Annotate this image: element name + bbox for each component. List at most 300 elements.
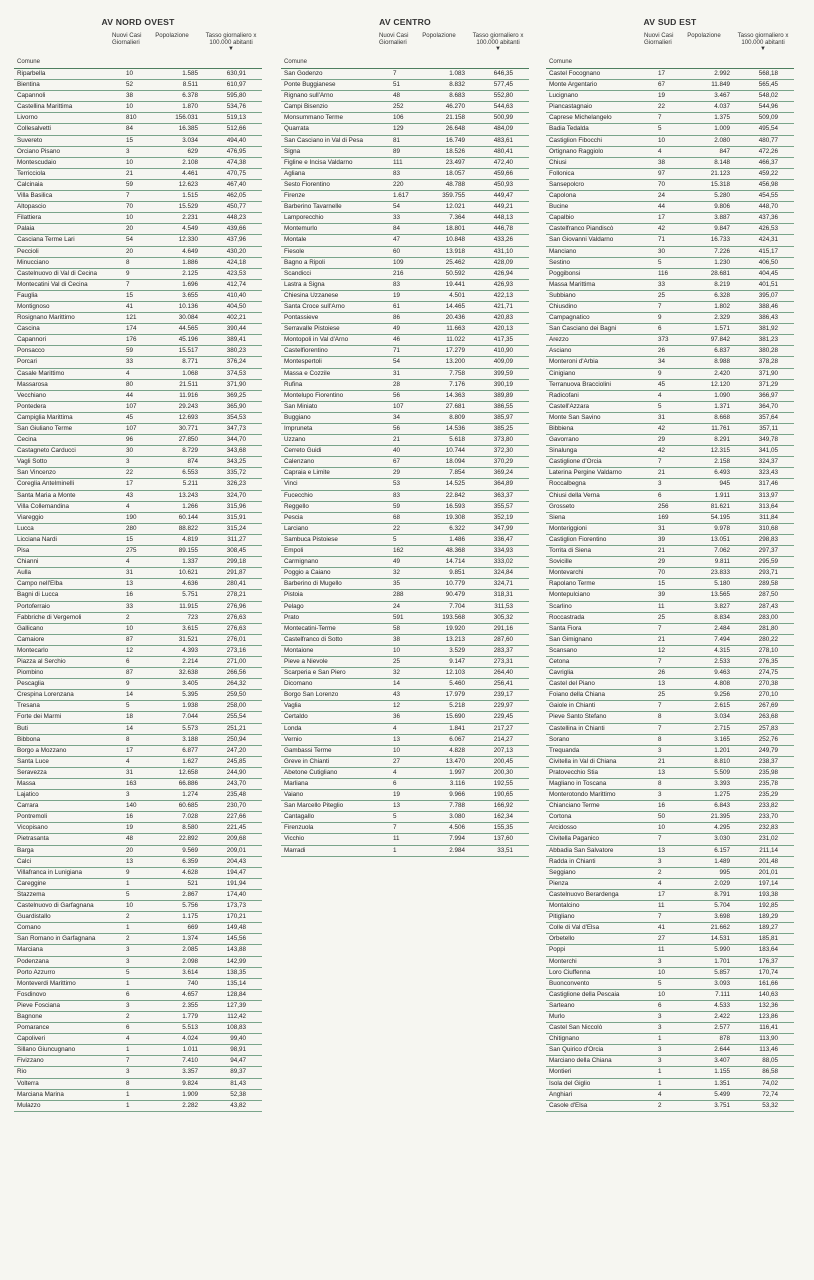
sort-desc-icon[interactable]: ▼ bbox=[495, 46, 501, 52]
cell-comune: Villa Basilica bbox=[17, 192, 53, 200]
table-row bbox=[14, 346, 262, 357]
cell-cases: 11 bbox=[658, 902, 665, 910]
cell-comune: Abetone Cutigliano bbox=[284, 768, 338, 776]
cell-rate: 335,72 bbox=[226, 469, 246, 477]
table-row bbox=[546, 136, 794, 147]
cell-comune: Firenzuola bbox=[284, 824, 314, 832]
cell-population: 6.359 bbox=[182, 857, 198, 865]
cell-comune: Gavorrano bbox=[549, 436, 579, 444]
cell-rate: 352,19 bbox=[493, 513, 513, 521]
cell-rate: 193,38 bbox=[758, 890, 778, 898]
cell-comune: Sinalunga bbox=[549, 447, 578, 455]
cell-cases: 4 bbox=[658, 391, 662, 399]
cell-cases: 24 bbox=[658, 192, 666, 200]
cell-comune: Marciana bbox=[17, 946, 43, 954]
cell-comune: Cerreto Guidi bbox=[284, 447, 322, 455]
cell-rate: 334,93 bbox=[493, 547, 513, 555]
table-row bbox=[14, 1034, 262, 1045]
cell-cases: 9 bbox=[126, 269, 130, 277]
table-row bbox=[546, 901, 794, 912]
cell-cases: 83 bbox=[393, 169, 401, 177]
cell-rate: 94,47 bbox=[230, 1057, 246, 1065]
cell-rate: 299,18 bbox=[226, 558, 246, 566]
header-population[interactable]: Popolazione bbox=[687, 32, 721, 39]
table-row bbox=[281, 224, 529, 235]
cell-rate: 519,13 bbox=[226, 114, 246, 122]
table-row bbox=[281, 457, 529, 468]
header-cases[interactable]: Nuovi Casi Giornalieri bbox=[644, 32, 674, 46]
table-row bbox=[14, 613, 262, 624]
cell-comune: Dicomano bbox=[284, 680, 313, 688]
cell-comune: Filattiera bbox=[17, 214, 42, 222]
cell-comune: San Miniato bbox=[284, 402, 318, 410]
cell-population: 5.211 bbox=[182, 480, 198, 488]
cell-rate: 132,36 bbox=[758, 1001, 778, 1009]
cell-rate: 227,66 bbox=[226, 813, 246, 821]
table-row bbox=[546, 413, 794, 424]
cell-cases: 13 bbox=[393, 802, 401, 810]
cell-rate: 395,07 bbox=[758, 291, 778, 299]
table-row bbox=[14, 957, 262, 968]
cell-rate: 386,55 bbox=[493, 402, 513, 410]
cell-comune: Monsummano Terme bbox=[284, 114, 344, 122]
cell-comune: Montecatini-Terme bbox=[284, 624, 336, 632]
cell-comune: Gaiole in Chianti bbox=[549, 702, 596, 710]
cell-cases: 4 bbox=[658, 1090, 662, 1098]
cell-comune: Cecina bbox=[17, 436, 37, 444]
cell-rate: 233,82 bbox=[758, 802, 778, 810]
cell-rate: 423,53 bbox=[226, 269, 246, 277]
cell-comune: Fauglia bbox=[17, 291, 38, 299]
cell-comune: Calenzano bbox=[284, 458, 315, 466]
cell-rate: 135,14 bbox=[226, 979, 246, 987]
sort-desc-icon[interactable]: ▼ bbox=[760, 46, 766, 52]
table-row bbox=[14, 546, 262, 557]
cell-population: 2.108 bbox=[182, 158, 198, 166]
header-population[interactable]: Popolazione bbox=[422, 32, 456, 39]
cell-population: 5.573 bbox=[182, 724, 198, 732]
cell-population: 1.938 bbox=[182, 702, 198, 710]
cell-population: 9.847 bbox=[714, 225, 730, 233]
cell-rate: 271,00 bbox=[226, 657, 246, 665]
cell-comune: Coreglia Antelminelli bbox=[17, 480, 75, 488]
cell-comune: Tresana bbox=[17, 702, 40, 710]
cell-cases: 7 bbox=[658, 702, 662, 710]
cell-population: 28.681 bbox=[710, 269, 730, 277]
sort-desc-icon[interactable]: ▼ bbox=[228, 46, 234, 52]
cell-cases: 8 bbox=[658, 735, 662, 743]
cell-cases: 10 bbox=[658, 824, 666, 832]
cell-cases: 32 bbox=[393, 669, 401, 677]
cell-population: 1.841 bbox=[449, 724, 465, 732]
cell-rate: 509,09 bbox=[758, 114, 778, 122]
cell-population: 3.393 bbox=[714, 780, 730, 787]
cell-rate: 324,84 bbox=[493, 569, 513, 577]
cell-cases: 1 bbox=[126, 1046, 130, 1054]
cell-cases: 33 bbox=[126, 358, 134, 366]
cell-rate: 270,38 bbox=[758, 680, 778, 688]
cell-population: 3.407 bbox=[714, 1057, 730, 1065]
cell-comune: Villa Collemandina bbox=[17, 502, 70, 510]
table-row bbox=[281, 247, 529, 258]
cell-population: 21.395 bbox=[710, 813, 730, 821]
cell-comune: Laterina Pergine Valdarno bbox=[549, 469, 622, 477]
cell-cases: 96 bbox=[126, 436, 134, 444]
cell-population: 9.824 bbox=[182, 1079, 198, 1087]
cell-rate: 357,11 bbox=[759, 425, 778, 432]
cell-population: 7.704 bbox=[449, 602, 465, 610]
cell-rate: 428,09 bbox=[493, 258, 513, 266]
table-row bbox=[546, 602, 794, 613]
cell-population: 2.029 bbox=[714, 879, 730, 887]
header-cases[interactable]: Nuovi Casi Giornalieri bbox=[112, 32, 142, 46]
cell-rate: 283,00 bbox=[758, 613, 778, 621]
cell-comune: Monterchi bbox=[549, 957, 577, 965]
cell-rate: 276,96 bbox=[226, 602, 246, 610]
cell-cases: 80 bbox=[126, 380, 134, 388]
cell-rate: 174,40 bbox=[226, 890, 246, 898]
header-population[interactable]: Popolazione bbox=[155, 32, 189, 39]
cell-population: 9.966 bbox=[449, 791, 465, 799]
table-row bbox=[546, 202, 794, 213]
header-rate-label: Tasso giornaliero x 100.000 abitanti bbox=[205, 32, 257, 46]
cell-population: 1.266 bbox=[182, 502, 198, 510]
cell-comune: Signa bbox=[284, 147, 301, 155]
cell-comune: Abbadia San Salvatore bbox=[549, 846, 614, 854]
cell-population: 1.802 bbox=[714, 302, 730, 310]
cell-comune: Firenze bbox=[284, 192, 305, 200]
cell-cases: 7 bbox=[658, 724, 662, 732]
cell-comune: Castel del Piano bbox=[549, 680, 595, 688]
cell-rate: 142,99 bbox=[226, 957, 246, 965]
cell-rate: 233,70 bbox=[758, 813, 778, 821]
cell-population: 4.819 bbox=[182, 535, 198, 543]
panel-title: AV SUD EST bbox=[643, 17, 697, 27]
cell-comune: Fiesole bbox=[284, 247, 305, 255]
cell-rate: 256,41 bbox=[493, 680, 513, 688]
cell-cases: 2 bbox=[126, 1012, 130, 1020]
cell-cases: 4 bbox=[126, 1035, 130, 1043]
cell-population: 14.531 bbox=[710, 935, 730, 943]
cell-cases: 6 bbox=[393, 780, 397, 787]
table-row bbox=[281, 557, 529, 568]
cell-population: 4.315 bbox=[714, 646, 730, 654]
header-comune[interactable]: Comune bbox=[549, 58, 573, 65]
table-row bbox=[546, 801, 794, 812]
table-row bbox=[546, 657, 794, 668]
header-cases[interactable]: Nuovi Casi Giornalieri bbox=[379, 32, 409, 46]
cell-comune: San Vincenzo bbox=[17, 469, 56, 477]
cell-population: 1.375 bbox=[714, 114, 730, 122]
cell-population: 20.436 bbox=[445, 314, 465, 322]
cell-rate: 380,23 bbox=[226, 347, 246, 355]
cell-rate: 431,10 bbox=[493, 247, 513, 255]
table-row bbox=[14, 590, 262, 601]
cell-comune: Pomarance bbox=[17, 1024, 50, 1032]
cell-cases: 44 bbox=[658, 203, 666, 211]
cell-comune: Montignoso bbox=[17, 302, 50, 310]
cell-comune: Piazza al Serchio bbox=[17, 657, 66, 665]
cell-population: 5.460 bbox=[449, 680, 465, 688]
cell-population: 3.405 bbox=[182, 680, 198, 688]
table-row bbox=[14, 247, 262, 258]
cell-rate: 324,70 bbox=[226, 491, 246, 499]
cell-population: 9.569 bbox=[182, 846, 198, 854]
cell-rate: 577,45 bbox=[493, 81, 513, 89]
table-row bbox=[546, 479, 794, 490]
cell-cases: 34 bbox=[393, 413, 401, 421]
table-row bbox=[546, 957, 794, 968]
cell-rate: 252,76 bbox=[758, 735, 778, 743]
cell-comune: Fivizzano bbox=[17, 1057, 44, 1065]
cell-cases: 14 bbox=[126, 724, 134, 732]
cell-rate: 437,96 bbox=[226, 236, 246, 244]
cell-rate: 315,24 bbox=[226, 524, 246, 532]
cell-rate: 389,89 bbox=[493, 391, 513, 399]
cell-population: 7.758 bbox=[449, 369, 465, 377]
cell-comune: Buggiano bbox=[284, 413, 311, 421]
cell-comune: Massa e Cozzile bbox=[284, 369, 331, 377]
cell-comune: Foiano della Chiana bbox=[549, 691, 606, 699]
cell-comune: Castell'Azzara bbox=[549, 402, 590, 410]
cell-population: 4.393 bbox=[182, 646, 198, 654]
table-row bbox=[14, 258, 262, 269]
cell-population: 2.420 bbox=[714, 369, 730, 377]
cell-population: 4.024 bbox=[182, 1035, 198, 1043]
table-row bbox=[546, 380, 794, 391]
cell-cases: 7 bbox=[126, 1057, 130, 1065]
table-row bbox=[281, 779, 529, 790]
cell-comune: Montecarlo bbox=[17, 646, 49, 654]
cell-cases: 71 bbox=[658, 236, 666, 244]
cell-cases: 3 bbox=[658, 746, 662, 754]
cell-rate: 311,27 bbox=[227, 535, 246, 543]
cell-population: 27.681 bbox=[445, 402, 465, 410]
cell-rate: 347,73 bbox=[226, 425, 246, 432]
cell-cases: 10 bbox=[658, 968, 666, 976]
cell-cases: 10 bbox=[658, 136, 666, 144]
cell-cases: 42 bbox=[658, 425, 666, 432]
cell-comune: Sarteano bbox=[549, 1001, 575, 1009]
cell-cases: 30 bbox=[126, 447, 134, 455]
cell-population: 3.116 bbox=[449, 780, 465, 787]
cell-population: 1.997 bbox=[449, 768, 465, 776]
cell-comune: Loro Ciuffenna bbox=[549, 968, 591, 976]
table-row bbox=[281, 801, 529, 812]
cell-rate: 270,10 bbox=[758, 691, 778, 699]
cell-comune: Bucine bbox=[549, 203, 569, 211]
table-row bbox=[546, 513, 794, 524]
cell-cases: 32 bbox=[393, 569, 401, 577]
cell-population: 23.833 bbox=[710, 569, 730, 577]
cell-rate: 255,54 bbox=[226, 713, 246, 721]
cell-population: 9.851 bbox=[449, 569, 465, 577]
table-row bbox=[14, 635, 262, 646]
cell-rate: 276,01 bbox=[226, 635, 246, 643]
table-row bbox=[14, 757, 262, 768]
table-row bbox=[546, 646, 794, 657]
cell-rate: 201,48 bbox=[758, 857, 778, 865]
cell-comune: Crespina Lorenzana bbox=[17, 691, 74, 699]
cell-comune: Capolona bbox=[549, 192, 576, 200]
cell-population: 50.592 bbox=[445, 269, 465, 277]
cell-cases: 174 bbox=[126, 325, 137, 333]
table-row bbox=[14, 579, 262, 590]
cell-population: 54.195 bbox=[710, 513, 730, 521]
cell-population: 11.761 bbox=[711, 425, 730, 432]
cell-cases: 59 bbox=[393, 502, 401, 510]
table-row bbox=[14, 313, 262, 324]
cell-population: 1.701 bbox=[714, 957, 730, 965]
cell-cases: 25 bbox=[658, 691, 666, 699]
cell-rate: 52,38 bbox=[230, 1090, 246, 1098]
cell-rate: 385,97 bbox=[493, 413, 513, 421]
cell-population: 8.668 bbox=[714, 413, 730, 421]
cell-population: 2.231 bbox=[182, 214, 198, 222]
cell-comune: Castagneto Carducci bbox=[17, 447, 76, 455]
cell-rate: 287,50 bbox=[758, 591, 778, 599]
cell-cases: 10 bbox=[393, 746, 401, 754]
cell-rate: 113,90 bbox=[759, 1035, 778, 1043]
cell-cases: 15 bbox=[658, 580, 666, 588]
table-row bbox=[281, 69, 529, 80]
cell-cases: 54 bbox=[126, 236, 134, 244]
cell-cases: 5 bbox=[658, 125, 662, 133]
cell-population: 3.080 bbox=[449, 813, 465, 821]
cell-cases: 13 bbox=[393, 735, 401, 743]
cell-population: 12.315 bbox=[710, 447, 730, 455]
cell-comune: Pontedera bbox=[17, 402, 47, 410]
cell-population: 21.662 bbox=[710, 924, 730, 932]
cell-rate: 470,75 bbox=[226, 169, 246, 177]
cell-comune: Vicchio bbox=[284, 835, 305, 843]
table-row bbox=[14, 357, 262, 368]
cell-comune: Montecatini Val di Cecina bbox=[17, 280, 88, 288]
cell-comune: Capannoli bbox=[17, 92, 46, 100]
table-row bbox=[281, 468, 529, 479]
header-rate[interactable] bbox=[469, 32, 527, 52]
cell-rate: 235,78 bbox=[758, 780, 778, 787]
header-rate[interactable] bbox=[734, 32, 792, 52]
cell-population: 12.693 bbox=[178, 413, 198, 421]
cell-cases: 81 bbox=[393, 136, 401, 144]
cell-cases: 5 bbox=[658, 402, 662, 410]
cell-rate: 512,66 bbox=[226, 125, 246, 133]
cell-population: 6.843 bbox=[714, 802, 730, 810]
cell-comune: Pistoia bbox=[284, 591, 303, 599]
cell-population: 5.990 bbox=[714, 946, 730, 954]
table-row bbox=[281, 668, 529, 679]
cell-population: 12.658 bbox=[178, 768, 198, 776]
cell-population: 4.808 bbox=[714, 680, 730, 688]
cell-population: 1.696 bbox=[182, 280, 198, 288]
table-row bbox=[281, 646, 529, 657]
header-comune[interactable]: Comune bbox=[17, 58, 41, 65]
cell-population: 1.009 bbox=[714, 125, 730, 133]
cell-rate: 273,16 bbox=[226, 646, 246, 654]
header-rate[interactable] bbox=[202, 32, 260, 52]
cell-cases: 5 bbox=[126, 968, 130, 976]
cell-rate: 315,96 bbox=[226, 502, 246, 510]
table-row bbox=[14, 668, 262, 679]
cell-cases: 33 bbox=[393, 214, 401, 222]
cell-cases: 7 bbox=[658, 458, 662, 466]
cell-population: 3.030 bbox=[714, 835, 730, 843]
cell-population: 12.120 bbox=[710, 380, 730, 388]
cell-rate: 311,53 bbox=[494, 602, 513, 610]
cell-cases: 11 bbox=[393, 835, 400, 843]
cell-rate: 448,70 bbox=[758, 203, 778, 211]
cell-population: 2.098 bbox=[182, 957, 198, 965]
cell-cases: 84 bbox=[393, 225, 401, 233]
cell-population: 14.536 bbox=[445, 425, 465, 432]
cell-cases: 20 bbox=[126, 225, 134, 233]
cell-cases: 16 bbox=[126, 591, 134, 599]
cell-population: 7.062 bbox=[714, 547, 730, 555]
cell-rate: 232,83 bbox=[758, 824, 778, 832]
table-row bbox=[546, 1090, 794, 1101]
cell-population: 7.994 bbox=[449, 835, 465, 843]
cell-comune: Pelago bbox=[284, 602, 304, 610]
cell-cases: 12 bbox=[126, 646, 134, 654]
cell-rate: 390,44 bbox=[226, 325, 246, 333]
cell-comune: Barberino Tavarnelle bbox=[284, 203, 342, 211]
table-row bbox=[281, 546, 529, 557]
cell-cases: 109 bbox=[393, 258, 404, 266]
cell-cases: 3 bbox=[658, 791, 662, 799]
cell-rate: 247,20 bbox=[226, 746, 246, 754]
cell-comune: Pieve a Nievole bbox=[284, 657, 328, 665]
cell-population: 12.103 bbox=[445, 669, 465, 677]
cell-cases: 43 bbox=[393, 691, 401, 699]
cell-comune: Lamporecchio bbox=[284, 214, 324, 222]
cell-comune: Subbiano bbox=[549, 291, 576, 299]
header-comune[interactable]: Comune bbox=[284, 58, 308, 65]
cell-comune: Monteroni d'Arbia bbox=[549, 358, 599, 366]
cell-comune: Lajatico bbox=[17, 791, 39, 799]
cell-comune: Magliano in Toscana bbox=[549, 780, 607, 787]
table-row bbox=[546, 746, 794, 757]
cell-comune: Massa Marittima bbox=[549, 280, 596, 288]
cell-population: 14.363 bbox=[445, 391, 465, 399]
table-row bbox=[546, 1079, 794, 1090]
cell-rate: 116,41 bbox=[759, 1024, 778, 1032]
cell-population: 2.644 bbox=[714, 1046, 730, 1054]
cell-comune: Santa Luce bbox=[17, 757, 49, 765]
cell-rate: 371,29 bbox=[758, 380, 778, 388]
table-row bbox=[546, 624, 794, 635]
cell-cases: 11 bbox=[658, 602, 665, 610]
cell-population: 9.256 bbox=[714, 691, 730, 699]
cell-cases: 4 bbox=[658, 147, 662, 155]
cell-rate: 494,40 bbox=[226, 136, 246, 144]
cell-rate: 143,88 bbox=[226, 946, 246, 954]
cell-cases: 9 bbox=[126, 680, 130, 688]
table-row bbox=[14, 790, 262, 801]
cell-rate: 197,14 bbox=[758, 879, 778, 887]
cell-comune: Larciano bbox=[284, 524, 309, 532]
table-row bbox=[546, 979, 794, 990]
cell-cases: 1 bbox=[393, 846, 397, 854]
cell-comune: Asciano bbox=[549, 347, 572, 355]
cell-rate: 412,74 bbox=[226, 280, 246, 288]
cell-cases: 31 bbox=[658, 524, 666, 532]
cell-population: 15.517 bbox=[178, 347, 198, 355]
cell-rate: 200,45 bbox=[493, 757, 513, 765]
cell-rate: 128,84 bbox=[226, 990, 246, 998]
cell-rate: 357,64 bbox=[758, 413, 778, 421]
cell-rate: 231,02 bbox=[758, 835, 778, 843]
